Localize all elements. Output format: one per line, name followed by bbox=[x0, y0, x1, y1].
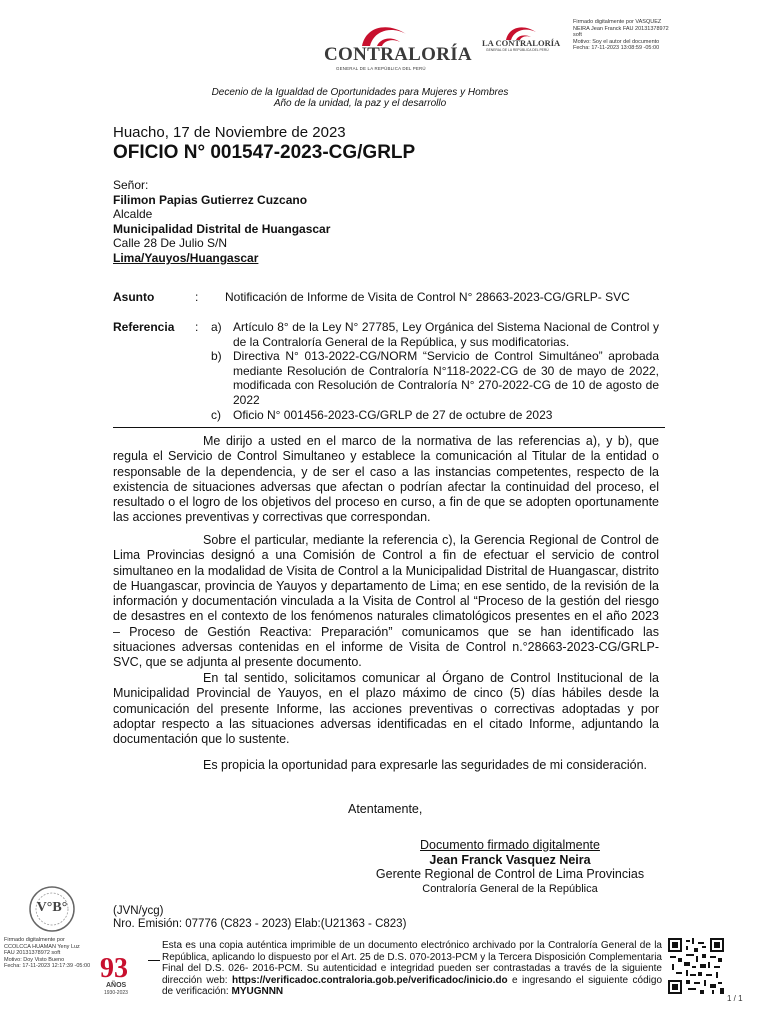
logo-main-text: CONTRALORÍA bbox=[324, 44, 472, 65]
signature-block bbox=[360, 838, 660, 896]
asunto-label: Asunto bbox=[113, 290, 155, 304]
paragraph-text: Es propicia la oportunidad para expresarle las seguridades de mi consideración. bbox=[203, 758, 648, 772]
paragraph-text: Sobre el particular, mediante la referencia c), la Gerencia Regional de Control de Lima Provincias designó a una Comisión de Control a fin de efectuar el servicio de control simultaneo en la modalidad de Visita de Control a la Municipalidad Distrital de Huangascar, distrito de Huangascar, provincia de Yauyos y departamento de Lima; en ese sentido, de la revisión de la información y documentación vinculada a la Visita de Control al “Proceso de la gestión del riesgo de desastres en el contexto de los fenómenos naturales climatológicos presentes en el año 2023 – Proceso de Gestión Reactiva: Preparación” comunicamos que se han identificado las situaciones adversas contenidas en el informe de Visita de Control n.°28663-2023-CG/GRLP-SVC, que se adjunta al presente documento. bbox=[113, 533, 659, 670]
stamp-line: Firmado digitalmente por VASQUEZ bbox=[573, 19, 662, 25]
paragraph-text: Me dirijo a usted en el marco de la normativa de las referencias a), y b), que regula el Servicio de Control Simultaneo y establece la comunicación al Titular de la entidad o responsable de la dependencia, y de ser el caso a las instancias competentes, respecto de la existencia de situaciones adversas que afectan o podrían afectar la continuidad del proceso, el resultado o el logro de los objetivos del proceso en curso, a fin de que se adopten oportunamente las acciones preventivas y correctivas que correspondan. bbox=[113, 434, 659, 525]
asunto-colon: : bbox=[195, 290, 199, 304]
addressee-district: Lima/Yauyos/Huangascar bbox=[113, 250, 259, 265]
addressee-role: Alcalde bbox=[113, 207, 153, 222]
reference-letter: c) bbox=[211, 407, 221, 422]
body-paragraph-3 bbox=[113, 671, 659, 747]
signature-title: Gerente Regional de Control de Lima Provincias bbox=[375, 867, 645, 881]
vb-seal bbox=[24, 884, 80, 934]
stamp-line: Firmado digitalmente por bbox=[4, 937, 65, 943]
referencia-label: Referencia bbox=[113, 320, 175, 334]
salutation: Señor: bbox=[113, 178, 149, 192]
vb-seal-text: V°B° bbox=[36, 900, 68, 915]
paragraph-text: En tal sentido, solicitamos comunicar al Órgano de Control Institucional de la Municipalidad Provincial de Yauyos, en el plazo máximo de cinco (5) días hábiles desde la comunicación del presente Informe, las acciones preventivas o correctivas adoptadas y por adoptar respecto a las situaciones adversas identificadas en el citado Informe, adjuntando la documentación que lo sustente. bbox=[113, 671, 659, 747]
reference-text: Artículo 8° de la Ley N° 27785, Ley Orgánica del Sistema Nacional de Control y de la Contraloría General de la República, y sus modificatorias. bbox=[233, 320, 659, 349]
anniversary-word: AÑOS bbox=[106, 982, 127, 989]
stamp-line: Fecha: 17-11-2023 12:17:39 -05:00 bbox=[4, 963, 91, 970]
stamp-line: Fecha: 17-11-2023 13:08:59 -05:00 bbox=[573, 45, 660, 52]
anniversary-years: 1930-2023 bbox=[104, 990, 128, 996]
decenio-line: Decenio de la Igualdad de Oportunidades para Mujeres y Hombres bbox=[211, 87, 509, 98]
addressee-block bbox=[113, 178, 513, 266]
addressee-entity: Municipalidad Distrital de Huangascar bbox=[113, 221, 331, 236]
initials: (JVN/ycg) bbox=[113, 905, 164, 917]
body-paragraph-2 bbox=[113, 533, 659, 671]
stamp-line: FAU 20131378972 soft bbox=[4, 950, 61, 957]
small-logo-text: LA CONTRALORÍA bbox=[482, 38, 561, 48]
contraloria-logo bbox=[322, 16, 472, 72]
body-paragraph-1 bbox=[113, 434, 659, 526]
place-date: Huacho, 17 de Noviembre de 2023 bbox=[113, 124, 346, 141]
visto-bueno-stamp bbox=[4, 937, 108, 970]
decenio-heading bbox=[150, 87, 570, 109]
referencia-block bbox=[113, 320, 659, 422]
stamp-line: CCOLCCA HUAMAN Yeny Luz bbox=[4, 943, 80, 950]
signature-org: Contraloría General de la República bbox=[422, 882, 598, 895]
reference-letter: b) bbox=[211, 349, 222, 364]
stamp-line: NEIRA Jean Franck FAU 20131378972 bbox=[573, 25, 669, 32]
year-name-line: Año de la unidad, la paz y el desarrollo bbox=[273, 98, 447, 109]
stamp-line: Motivo: Doy Visto Bueno bbox=[4, 956, 65, 963]
authenticity-notice bbox=[162, 940, 662, 998]
page-number: 1 / 1 bbox=[727, 994, 743, 1003]
divider bbox=[113, 427, 665, 428]
oficio-number: OFICIO N° 001547-2023-CG/GRLP bbox=[113, 142, 416, 163]
asunto-text: Notificación de Informe de Visita de Control N° 28663-2023-CG/GRLP- SVC bbox=[225, 290, 630, 304]
asunto-row bbox=[113, 290, 663, 305]
stamp-line: Motivo: Soy el autor del documento bbox=[573, 38, 660, 45]
closing: Atentamente, bbox=[348, 802, 423, 816]
digital-signature-stamp bbox=[573, 19, 763, 52]
verification-code: MYUGNNN bbox=[231, 986, 284, 998]
qr-code-icon bbox=[668, 938, 724, 994]
verification-link[interactable]: https://verificadoc.contraloria.gob.pe/verificadoc/inicio.do bbox=[231, 974, 508, 986]
signature-name: Jean Franck Vasquez Neira bbox=[429, 852, 591, 867]
small-logo-subtext: GENERAL DE LA REPÚBLICA DEL PERÚ bbox=[486, 48, 549, 52]
addressee-street: Calle 28 De Julio S/N bbox=[113, 236, 228, 251]
anniversary-number: 93 bbox=[100, 953, 128, 984]
notice-text: e ingresando el siguiente código de verificación: bbox=[162, 974, 663, 998]
footer-dash bbox=[148, 960, 160, 961]
body-paragraph-4 bbox=[113, 758, 659, 773]
qr-code bbox=[668, 938, 724, 994]
contraloria-small-logo bbox=[480, 20, 562, 64]
addressee-name: Filimon Papias Gutierrez Cuzcano bbox=[113, 192, 308, 207]
reference-text: Oficio N° 001456-2023-CG/GRLP de 27 de octubre de 2023 bbox=[233, 407, 553, 422]
stamp-line: soft bbox=[573, 32, 582, 39]
reference-letter: a) bbox=[211, 320, 222, 334]
referencia-colon: : bbox=[195, 320, 199, 334]
signature-digital: Documento firmado digitalmente bbox=[420, 838, 600, 852]
emision-number: Nro. Emisión: 07776 (C823 - 2023) Elab:(U21363 - C823) bbox=[113, 918, 407, 930]
anniversary-logo bbox=[96, 954, 146, 1002]
logo-main-subtext: GENERAL DE LA REPÚBLICA DEL PERÚ bbox=[336, 66, 426, 71]
footer-initials bbox=[113, 905, 406, 931]
notice-text: Esta es una copia auténtica imprimible de un documento electrónico archivado por la Contraloría General de la República, aplicando lo dispuesto por el Art. 25 de D.S. 070-2013-PCM y la Tercera Disposición Complementaria Final del D.S. 026- 2016-PCM. Su autenticidad e integridad pueden ser contrastadas a través de la siguiente dirección web: bbox=[162, 940, 662, 986]
reference-text: Directiva N° 013-2022-CG/NORM “Servicio de Control Simultáneo” aprobada mediante Resolución de Contraloría N°118-2022-CG de 30 de mayo de 2022, modificada con Resolución de Contraloría N° 270-2022-CG de 10 de agosto de 2022 bbox=[233, 349, 659, 407]
